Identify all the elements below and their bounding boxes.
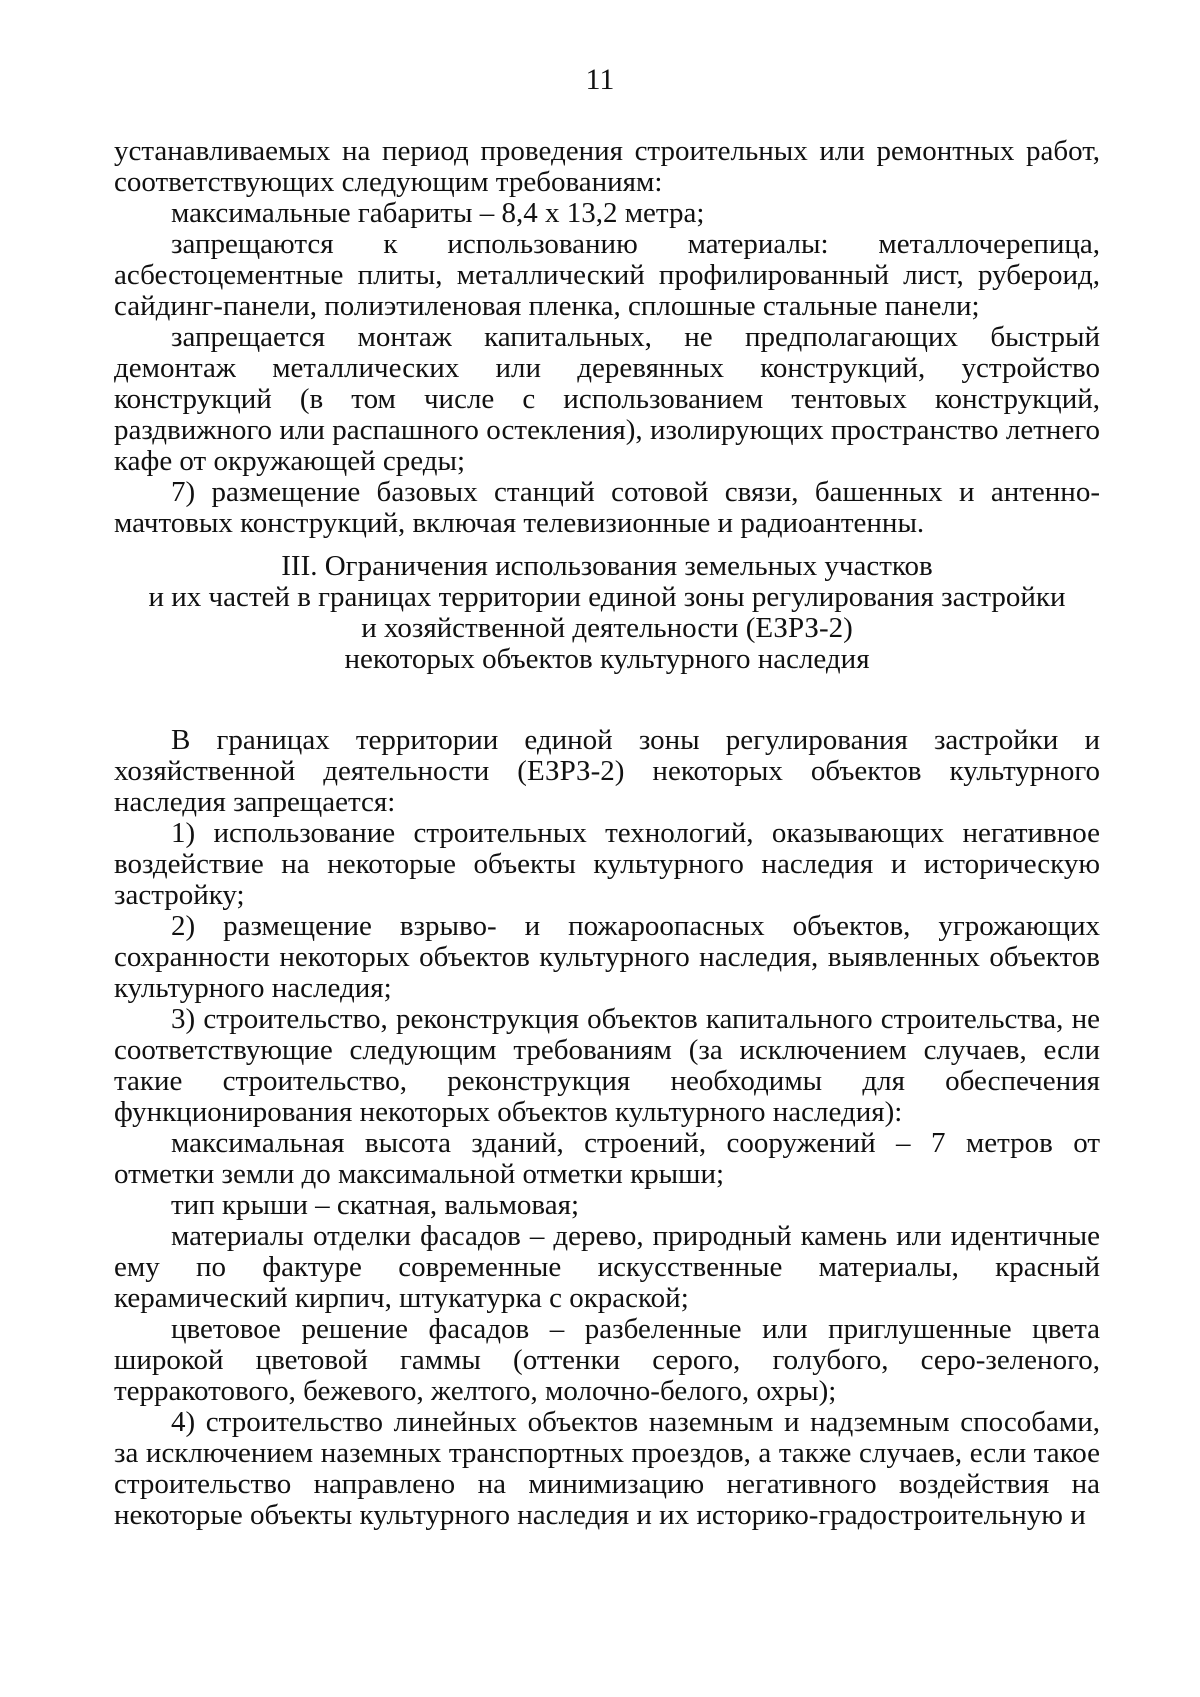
paragraph: запрещаются к использованию материалы: металлочерепица, асбестоцементные плиты, металлический профилированный лист, рубероид, сайдинг-панели, полиэтиленовая пленка, сплошные стальные панели;: [114, 228, 1100, 322]
page-number: 11: [585, 63, 615, 96]
paragraph: 4) строительство линейных объектов наземным и надземным способами, за исключением наземных транспортных проездов, а также случаев, если такое строительство направлено на минимизацию негативного воздействия на некоторые объекты культурного наследия и их историко-градостроительную и: [114, 1406, 1100, 1531]
main-text-section: [114, 725, 1100, 1531]
top-text-section: [114, 136, 1100, 539]
section-heading: [114, 551, 1100, 675]
heading-line: и хозяйственной деятельности (ЕЗРЗ-2): [361, 612, 853, 644]
paragraph: цветовое решение фасадов – разбеленные или приглушенные цвета широкой цветовой гаммы (оттенки серого, голубого, серо-зеленого, терракотового, бежевого, желтого, молочно-белого, охры);: [114, 1313, 1100, 1407]
heading-line: и их частей в границах территории единой зоны регулирования застройки: [148, 581, 1066, 613]
paragraph: 3) строительство, реконструкция объектов капитального строительства, не соответствующие следующим требованиям (за исключением случаев, если такие строительство, реконструкция необходимы для обеспечения функционирования некоторых объектов культурного наследия):: [114, 1003, 1100, 1128]
paragraph: запрещается монтаж капитальных, не предполагающих быстрый демонтаж металлических или деревянных конструкций, устройство конструкций (в том числе с использованием тентовых конструкций, раздвижного или распашного остекления), изолирующих пространство летнего кафе от окружающей среды;: [114, 321, 1100, 477]
heading-line: некоторых объектов культурного наследия: [344, 643, 870, 675]
paragraph: 1) использование строительных технологий, оказывающих негативное воздействие на некоторые объекты культурного наследия и историческую застройку;: [114, 817, 1100, 911]
paragraph: максимальная высота зданий, строений, сооружений – 7 метров от отметки земли до максимальной отметки крыши;: [114, 1127, 1100, 1190]
paragraph: В границах территории единой зоны регулирования застройки и хозяйственной деятельности (ЕЗРЗ-2) некоторых объектов культурного наследия запрещается:: [114, 724, 1100, 818]
paragraph: тип крыши – скатная, вальмовая;: [171, 1189, 579, 1221]
paragraph: 7) размещение базовых станций сотовой связи, башенных и антенно-мачтовых конструкций, включая телевизионные и радиоантенны.: [114, 476, 1100, 539]
paragraph: 2) размещение взрыво- и пожароопасных объектов, угрожающих сохранности некоторых объектов культурного наследия, выявленных объектов культурного наследия;: [114, 910, 1100, 1004]
heading-line: III. Ограничения использования земельных участков: [281, 550, 933, 582]
paragraph: устанавливаемых на период проведения строительных или ремонтных работ, соответствующих следующим требованиям:: [114, 135, 1100, 198]
paragraph: максимальные габариты – 8,4 х 13,2 метра;: [171, 197, 705, 229]
paragraph: материалы отделки фасадов – дерево, природный камень или идентичные ему по фактуре современные искусственные материалы, красный керамический кирпич, штукатурка с окраской;: [114, 1220, 1100, 1314]
